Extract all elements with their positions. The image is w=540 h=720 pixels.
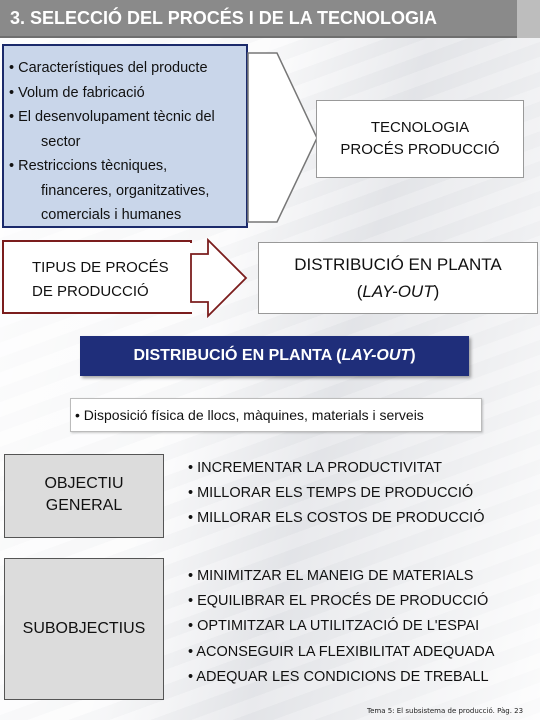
arrow-right-icon	[190, 238, 248, 318]
paren-open: (	[356, 282, 363, 301]
list-item: • INCREMENTAR LA PRODUCTIVITAT	[188, 460, 443, 476]
band-italic: LAY-OUT	[341, 347, 411, 364]
factors-box	[2, 44, 248, 228]
list-item: • ADEQUAR LES CONDICIONS DE TREBALL	[188, 668, 489, 685]
tipus-line2: DE PRODUCCIÓ	[32, 283, 149, 300]
title-accent	[517, 0, 540, 38]
list-item: • ACONSEGUIR LA FLEXIBILITAT ADEQUADA	[188, 643, 495, 660]
factor-item: • Volum de fabricació	[9, 84, 145, 101]
factor-item: • Restriccions tècniques,	[9, 158, 168, 174]
list-item: • OPTIMITZAR LA UTILITZACIÓ DE L'ESPAI	[188, 618, 480, 635]
tecnologia-box	[316, 100, 524, 178]
distribucio-line1: DISTRIBUCIÓ EN PLANTA	[294, 255, 502, 274]
page-footer: Tema 5: El subsistema de producció. Pàg. 23	[367, 707, 524, 715]
distribucio-line2	[259, 278, 537, 305]
list-item: • MILLORAR ELS COSTOS DE PRODUCCIÓ	[188, 510, 485, 526]
factor-item-continuation: sector	[41, 133, 81, 150]
factor-item: • El desenvolupament tècnic del	[9, 109, 215, 125]
subobjectius-box: SUBOBJECTIUS	[4, 558, 164, 700]
factor-item-continuation: comercials i humanes	[41, 207, 182, 223]
band-close: )	[410, 347, 416, 364]
tecnologia-line1: TECNOLOGIA	[370, 119, 470, 136]
factor-item: • Característiques del producte	[9, 60, 208, 76]
band-text: DISTRIBUCIÓ EN PLANTA (	[133, 347, 342, 364]
tecnologia-line2: PROCÉS PRODUCCIÓ	[340, 141, 500, 158]
list-item: • EQUILIBRAR EL PROCÉS DE PRODUCCIÓ	[188, 593, 489, 610]
slide-title: 3. SELECCIÓ DEL PROCÉS I DE LA TECNOLOGIA	[0, 0, 540, 38]
objectiu-general-box	[4, 454, 164, 538]
arrow-right-icon	[247, 52, 319, 224]
disposicio-definition: • Disposició física de llocs, màquines, materials i serveis	[70, 398, 482, 432]
objectiu-list	[188, 456, 484, 531]
section-heading-band	[80, 336, 469, 376]
list-item: • MINIMITZAR EL MANEIG DE MATERIALS	[188, 568, 474, 584]
tipus-line1: TIPUS DE PROCÉS	[32, 259, 169, 276]
subobjectius-list	[188, 564, 494, 690]
paren-close: )	[433, 282, 440, 301]
objectiu-line2: GENERAL	[45, 497, 123, 514]
distribucio-box	[258, 242, 538, 314]
layout-term: LAY-OUT	[362, 282, 434, 301]
list-item: • MILLORAR ELS TEMPS DE PRODUCCIÓ	[188, 485, 474, 501]
objectiu-line1: OBJECTIU	[44, 475, 124, 492]
tipus-proces-box	[2, 240, 192, 314]
factor-item-continuation: financeres, organitzatives,	[41, 182, 210, 199]
